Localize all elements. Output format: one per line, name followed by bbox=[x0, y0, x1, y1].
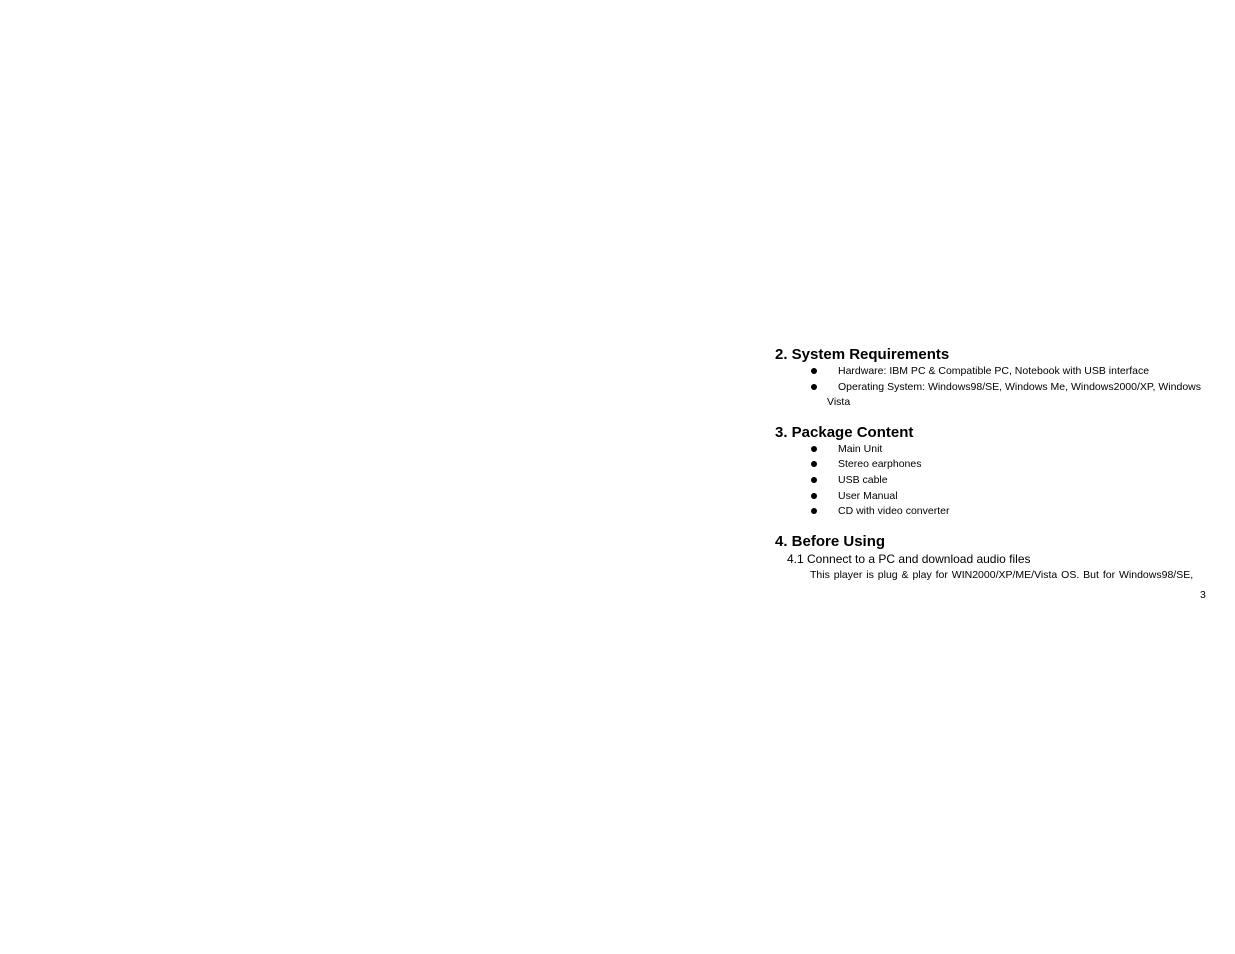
list-item bbox=[775, 504, 1205, 520]
list-item-text: Operating System: Windows98/SE, Windows Me, Windows2000/XP, Windows Vista bbox=[827, 380, 1201, 409]
section-heading-system-requirements: 2. System Requirements bbox=[775, 346, 950, 363]
list-item bbox=[775, 457, 1205, 473]
page-content bbox=[775, 346, 1205, 583]
bullet-icon bbox=[811, 446, 817, 452]
list-item bbox=[775, 442, 1205, 458]
list-item-text: Main Unit bbox=[838, 442, 883, 455]
subsection-heading: 4.1 Connect to a PC and download audio files bbox=[787, 551, 1031, 566]
bullet-icon bbox=[811, 368, 817, 374]
bullet-icon bbox=[811, 384, 817, 390]
package-content-list bbox=[775, 442, 1205, 520]
list-item-text: USB cable bbox=[838, 473, 888, 486]
list-item bbox=[775, 473, 1205, 489]
bullet-icon bbox=[811, 461, 817, 467]
list-item-text: Hardware: IBM PC & Compatible PC, Notebook with USB interface bbox=[838, 365, 1150, 377]
page-number: 3 bbox=[1200, 589, 1206, 601]
bullet-icon bbox=[811, 493, 817, 499]
body-paragraph: This player is plug & play for WIN2000/XP/ME/Vista OS. But for Windows98/SE, bbox=[810, 568, 1194, 581]
section-heading-package-content: 3. Package Content bbox=[775, 423, 914, 441]
list-item bbox=[775, 489, 1205, 505]
list-item bbox=[775, 380, 1201, 411]
list-item-text: CD with video converter bbox=[838, 505, 950, 518]
list-item bbox=[775, 364, 1205, 380]
section-heading-before-using: 4. Before Using bbox=[775, 532, 886, 550]
list-item-text: Stereo earphones bbox=[838, 458, 922, 471]
system-requirements-list bbox=[775, 364, 1205, 411]
bullet-icon bbox=[811, 508, 817, 514]
list-item-text: User Manual bbox=[838, 489, 898, 502]
bullet-icon bbox=[811, 477, 817, 483]
